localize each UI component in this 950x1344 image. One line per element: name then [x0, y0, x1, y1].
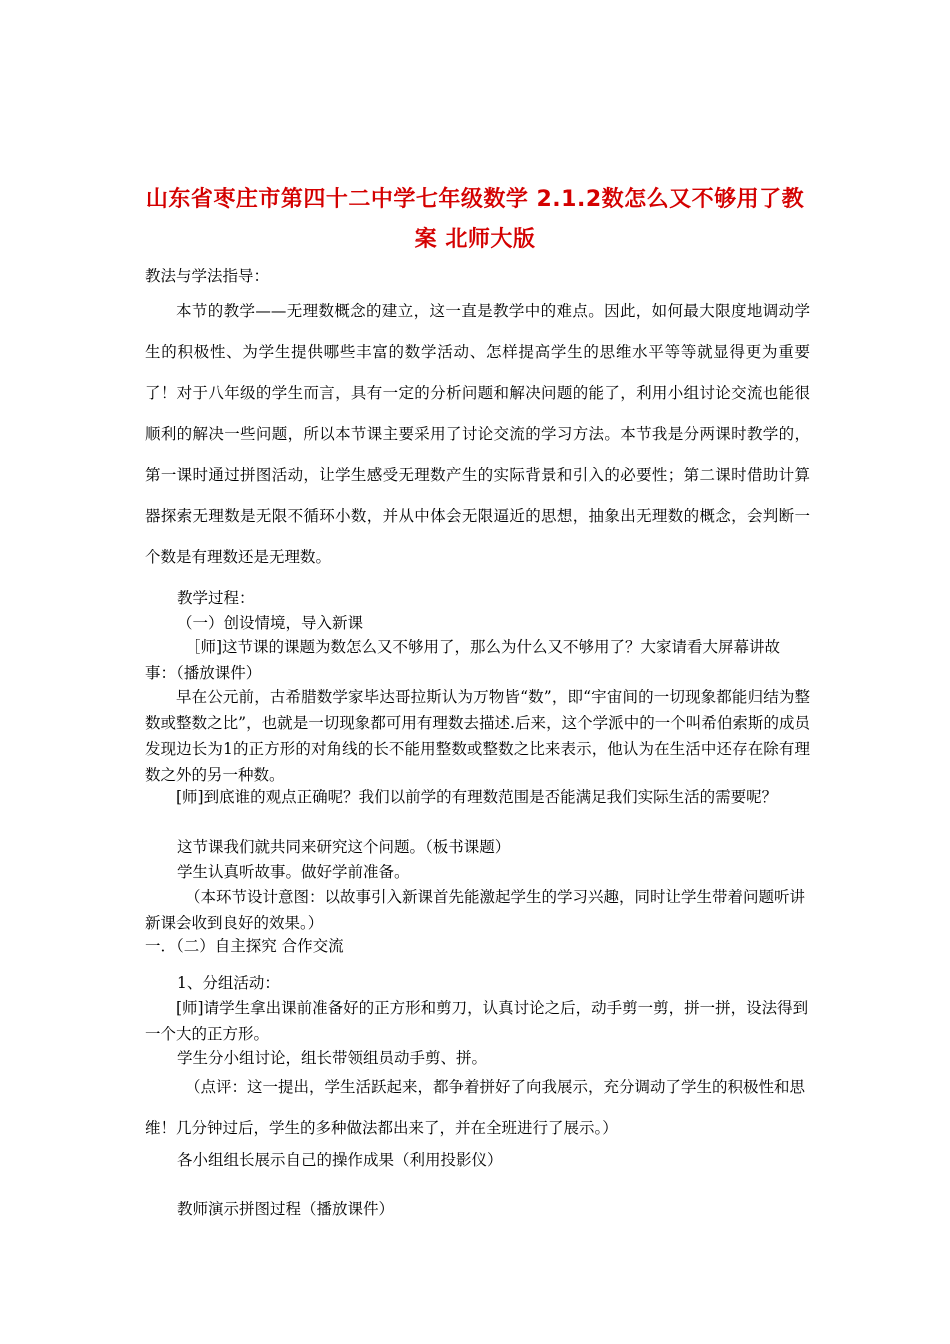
section1-heading: （一）创设情境，导入新课: [177, 614, 364, 632]
comment-paragraph: （点评：这一提出，学生活跃起来，都争着拼好了向我展示，充分调动了学生的积极性和思维！几分钟过后，学生的多种做法都出来了，并在全班进行了展示。）: [145, 1078, 806, 1137]
teacher-demo-line: 教师演示拼图过程（播放课件）: [177, 1200, 395, 1218]
title-line-1: 山东省枣庄市第四十二中学七年级数学 2.1.2数怎么又不够用了教: [145, 187, 805, 212]
teacher-instruction: [师]请学生拿出课前准备好的正方形和剪刀，认真讨论之后，动手剪一剪，拼一拼，设法得到一个大的正方形。: [145, 999, 809, 1043]
group-activity-heading: 1、分组活动：: [177, 974, 280, 992]
teacher-intro: ［师]这节课的课题为数怎么又不够用了，那么为什么又不够用了？大家请看大屏幕讲故事：（播放课件）: [145, 638, 781, 682]
section2-heading: 一．（二）自主探究 合作交流: [145, 937, 344, 955]
leaders-show-line: 各小组组长展示自己的操作成果（利用投影仪）: [177, 1151, 503, 1169]
research-line: 这节课我们就共同来研究这个问题。（板书课题）: [177, 838, 511, 856]
method-heading: 教法与学法指导：: [145, 267, 270, 285]
document-title: [130, 180, 820, 260]
title-line-2: 案 北师大版: [414, 227, 536, 252]
teacher-question: [师]到底谁的观点正确呢？我们以前学的有理数范围是否能满足我们实际生活的需要呢？: [176, 788, 778, 806]
method-paragraph: 本节的教学——无理数概念的建立，这一直是教学中的难点。因此，如何最大限度地调动学生的积极性、为学生提供哪些丰富的数学活动、怎样提高学生的思维水平等等就显得更为重要了！对于八年级的学生而言，具有一定的分析问题和解决问题的能了，利用小组讨论交流也能很顺利的解决一些问题，所以本节课主要采用了讨论交流的学习方法。本节我是分两课时教学的，第一课时通过拼图活动，让学生感受无理数产生的实际背景和引入的必要性；第二课时借助计算器探索无理数是无限不循环小数，并从中体会无限逼近的思想，抽象出无理数的概念，会判断一个数是有理数还是无理数。: [145, 302, 810, 566]
student-listen-line: 学生认真听故事。做好学前准备。: [177, 863, 410, 881]
student-group-line: 学生分小组讨论，组长带领组员动手剪、拼。: [177, 1049, 488, 1067]
story-paragraph: 早在公元前，古希腊数学家毕达哥拉斯认为万物皆“数”，即“宇宙间的一切现象都能归结为整数或整数之比”，也就是一切现象都可用有理数去描述.后来，这个学派中的一个叫希伯索斯的成员发现边长为1的正方形的对角线的长不能用整数或整数之比来表示，他认为在生活中还存在除有理数之外的另一种数。: [145, 688, 810, 784]
process-heading: 教学过程：: [177, 589, 255, 607]
design-intent: （本环节设计意图：以故事引入新课首先能激起学生的学习兴趣，同时让学生带着问题听讲新课会收到良好的效果。）: [145, 888, 806, 932]
